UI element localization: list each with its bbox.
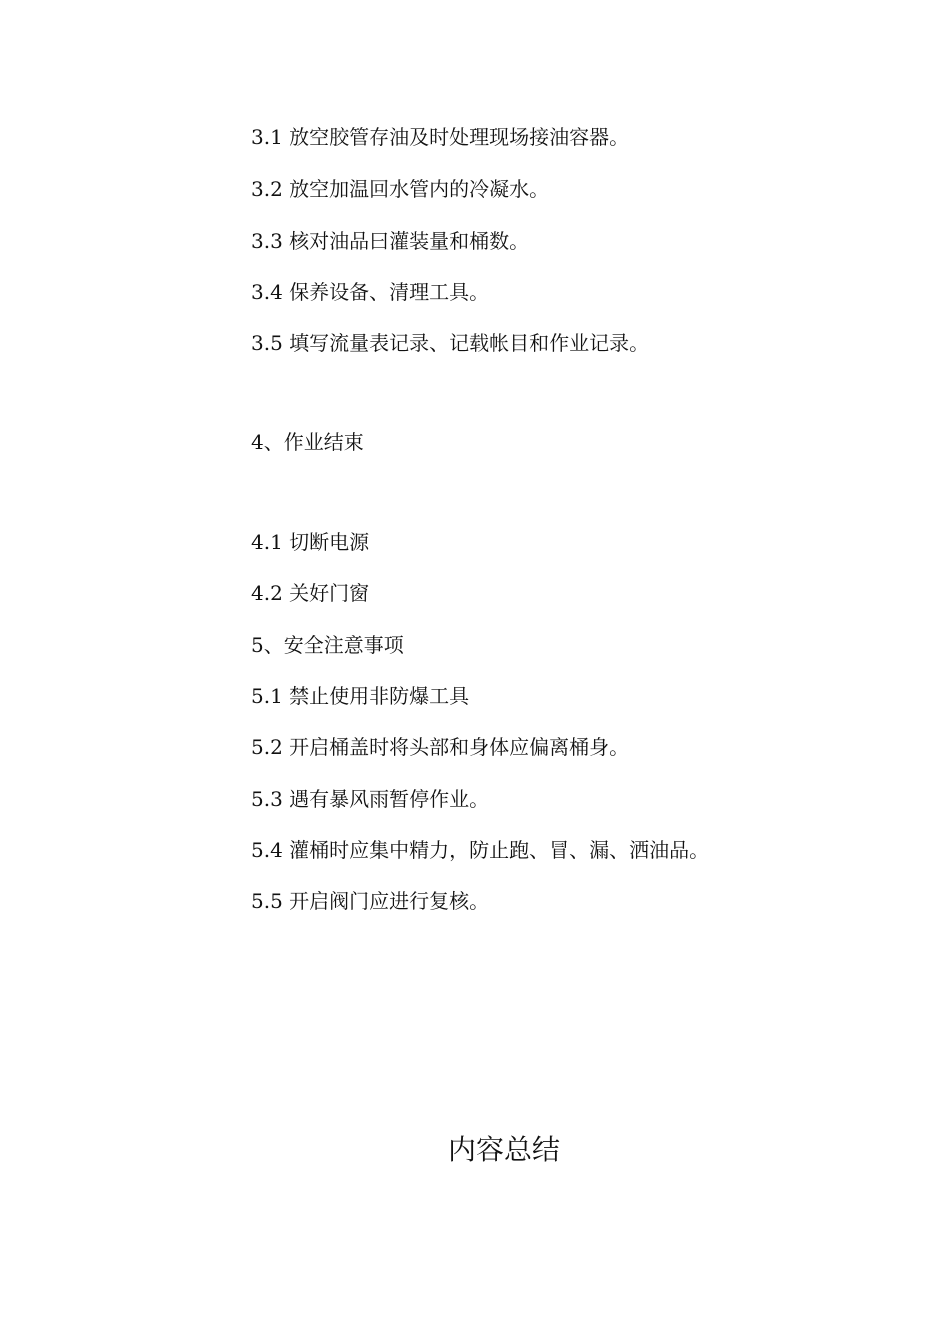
item-3-4: 3.4 保养设备、清理工具。 [251, 280, 490, 304]
item-5-4: 5.4 灌桶时应集中精力，防止跑、冒、漏、洒油品。 [251, 838, 710, 862]
item-4-1: 4.1 切断电源 [251, 530, 370, 554]
item-5-3: 5.3 遇有暴风雨暂停作业。 [251, 787, 490, 811]
item-4-2: 4.2 关好门窗 [251, 581, 370, 605]
summary-title: 内容总结 [447, 1133, 560, 1166]
item-3-1: 3.1 放空胶管存油及时处理现场接油容器。 [251, 125, 630, 149]
item-5-2: 5.2 开启桶盖时将头部和身体应偏离桶身。 [251, 735, 630, 759]
item-3-3: 3.3 核对油品曰灌装量和桶数。 [251, 229, 530, 253]
section-heading-5: 5、安全注意事项 [251, 633, 404, 657]
item-5-5: 5.5 开启阀门应进行复核。 [251, 889, 490, 913]
item-3-5: 3.5 填写流量表记录、记载帐目和作业记录。 [251, 331, 650, 355]
section-heading-4: 4、作业结束 [251, 430, 364, 454]
item-3-2: 3.2 放空加温回水管内的冷凝水。 [251, 177, 550, 201]
item-5-1: 5.1 禁止使用非防爆工具 [251, 684, 470, 708]
